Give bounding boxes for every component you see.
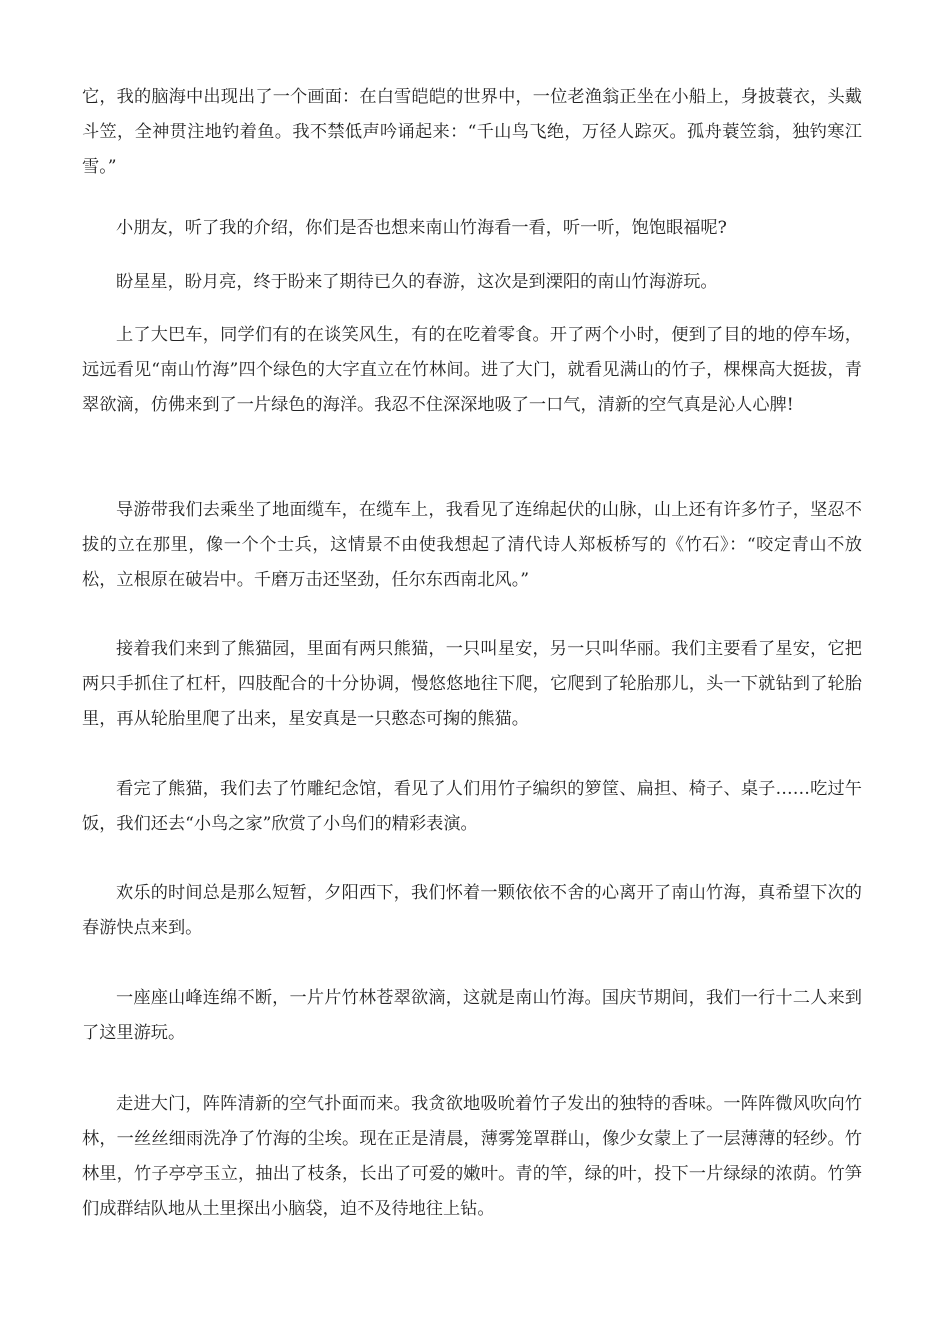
paragraph-6: 接着我们来到了熊猫园，里面有两只熊猫，一只叫星安，另一只叫华丽。我们主要看了星安，它把两只手抓住了杠杆，四肢配合的十分协调，慢悠悠地往下爬，它爬到了轮胎那儿，头一下就钻到了轮胎里，再从轮胎里爬了出来，星安真是一只憨态可掬的熊猫。 xyxy=(82,639,862,729)
paragraph-4: 上了大巴车，同学们有的在谈笑风生，有的在吃着零食。开了两个小时，便到了目的地的停车场，远远看见“南山竹海”四个绿色的大字直立在竹林间。进了大门，就看见满山的竹子，棵棵高大挺拔，青翠欲滴，仿佛来到了一片绿色的海洋。我忍不住深深地吸了一口气，清新的空气真是沁人心脾! xyxy=(82,325,862,415)
paragraph-5: 导游带我们去乘坐了地面缆车，在缆车上，我看见了连绵起伏的山脉，山上还有许多竹子，坚忍不拔的立在那里，像一个个士兵，这情景不由使我想起了清代诗人郑板桥写的《竹石》：“咬定青山不放松，立根原在破岩中。千磨万击还坚劲，任尔东西南北风。” xyxy=(82,500,862,590)
paragraph-9: 一座座山峰连绵不断，一片片竹林苍翠欲滴，这就是南山竹海。国庆节期间，我们一行十二人来到了这里游玩。 xyxy=(82,988,862,1043)
paragraph-3: 盼星星，盼月亮，终于盼来了期待已久的春游，这次是到溧阳的南山竹海游玩。 xyxy=(116,272,718,292)
paragraph-7: 看完了熊猫，我们去了竹雕纪念馆，看见了人们用竹子编织的箩筐、扁担、椅子、桌子……吃过午饭，我们还去“小鸟之家”欣赏了小鸟们的精彩表演。 xyxy=(82,779,862,834)
paragraph-1: 它，我的脑海中出现出了一个画面：在白雪皑皑的世界中，一位老渔翁正坐在小船上，身披蓑衣，头戴斗笠，全神贯注地钓着鱼。我不禁低声吟诵起来：“千山鸟飞绝，万径人踪灭。孤舟蓑笠翁，独钓寒江雪。” xyxy=(82,87,862,177)
paragraph-2: 小朋友，听了我的介绍，你们是否也想来南山竹海看一看，听一听，饱饱眼福呢? xyxy=(116,218,727,238)
paragraph-10: 走进大门，阵阵清新的空气扑面而来。我贪欲地吸吮着竹子发出的独特的香味。一阵阵微风吹向竹林，一丝丝细雨洗净了竹海的尘埃。现在正是清晨，薄雾笼罩群山，像少女蒙上了一层薄薄的轻纱。竹林里，竹子亭亭玉立，抽出了枝条，长出了可爱的嫩叶。青的竿，绿的叶，投下一片绿绿的浓荫。竹笋们成群结队地从土里探出小脑袋，迫不及待地往上钻。 xyxy=(82,1094,862,1219)
paragraph-8: 欢乐的时间总是那么短暂，夕阳西下，我们怀着一颗依依不舍的心离开了南山竹海，真希望下次的春游快点来到。 xyxy=(82,883,862,938)
